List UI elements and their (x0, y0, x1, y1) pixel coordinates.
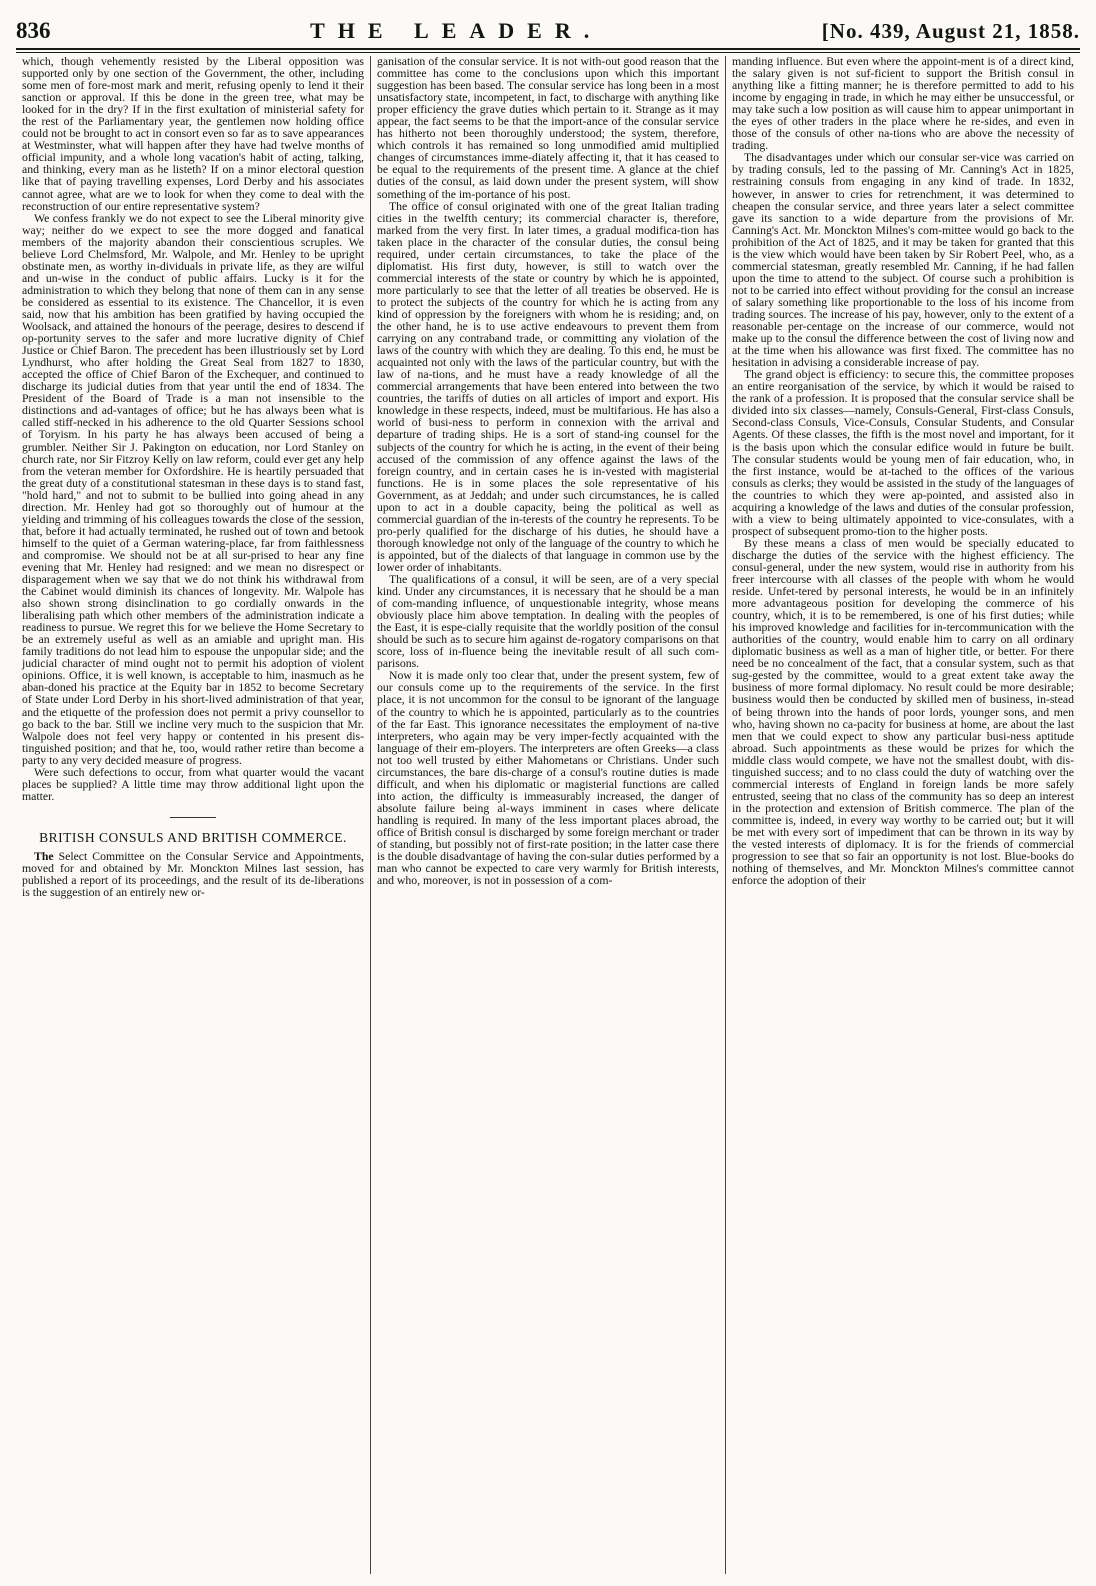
section-heading: BRITISH CONSULS AND BRITISH COMMERCE. (39, 829, 347, 845)
paragraph: ganisation of the consular service. It is not with-out good reason that the committee has come to the conclusions upon which this important suggestion has been based. The consular service has long been in a most unsatisfactory state, incompetent, in fact, to discharge with anything like proper efficiency the grave duties which pertain to it. Strange as it may appear, the fact seems to be that the import-ance of the consular service has hitherto not been thoroughly understood; the system, therefore, which controls it has remained so long unmodified amid multiplied changes of circumstances imme-diately affecting it, that it has ceased to be equal to the requirements of the present time. A glance at the chief duties of the consul, as laid down under the present system, will show something of the im-portance of his post. (377, 56, 719, 201)
column-3 (725, 56, 1080, 1574)
issue-date: [No. 439, August 21, 1858. (821, 19, 1080, 43)
paragraph: By these means a class of men would be specially educated to discharge the duties of the service with the highest efficiency. The consul-general, under the new system, would rise in authority from his freer intercourse with all classes of the people with whom he would reside. Unfet-tered by personal interests, he would be in an infinitely more advantageous position for developing the commerce of his country, which, it is to be remembered, is one of his first duties; while his improved knowledge and facilities for in-tercommunication with the authorities of the country, would enable him to carry on all ordinary diplomatic business as well as a man of higher title, or better. For there need be no concealment of the fact, that a consular system, such as that sug-gested by the committee, would to a great extent take away the business of more formal diplomacy. No result could be more desirable; business would then be conducted by skilled men of business, in-stead of being thrown into the hands of poor lords, younger sons, and men who, having shown no ca-pacity for business at home, are about the last men that we could expect to show any particular busi-ness aptitude abroad. Such appointments as these would be prizes for which the middle class would compete, we have not the smallest doubt, with dis-tinguished success; and to no class could the duty of watching over the commercial interests of England in foreign lands be more safely entrusted, seeing that no class of the community has so deep an interest in the protection and extension of British commerce. The plan of the committee is, indeed, in every way worthy to be carried out; but it will be met with every sort of impediment that can be thrown in its way by the vested interests of diplomacy. It is for the friends of commercial progression to see that so fair an opportunity is not lost. Blue-books do nothing of themselves, and Mr. Monckton Milnes's committee cannot enforce the adoption of their (732, 536, 1074, 888)
paragraph: Were such defections to occur, from what quarter would the vacant places be supplied? A little time may throw additional light upon the matter. (22, 765, 364, 803)
page-number: 836 (16, 18, 51, 43)
paragraph: Now it is made only too clear that, under the present system, few of our consuls come up to the requirements of the service. In the first place, it is not uncommon for the consul to be ignorant of the language of the country to which he is appointed, particularly as to the countries of the far East. This ignorance necessitates the employment of na-tive interpreters, who again may be very imper-fectly acquainted with the language of their em-ployers. The interpreters are often Greeks—a class not too well trusted by either Mahometans or Christians. Under such circumstances, the bare dis-charge of a consul's routine duties is made difficult, and when his diplomatic or magisterial functions are called into action, the difficulty is immeasurably increased, the danger of absolute failure being al-ways imminent in cases where delicate handling is required. In many of the less important places abroad, the office of British consul is discharged by some foreign merchant or trader of standing, but possibly not of first-rate position; in the latter case there is the double disadvantage of having the con-sular duties performed by a man who cannot be expected to care very warmly for British interests, and who, moreover, is not in possession of a com- (377, 669, 719, 888)
paragraph: which, though vehemently resisted by the Liberal opposition was supported only by one section of the Government, the other, including some men of fore-most mark and merit, refusing openly to lend it their sanction or approval. If this be done in the green tree, what may be looked for in the dry? If in the first exultation of ministerial safety for the rest of the Parliamentary year, the gentlemen now holding office could not be brought to act in consort even so far as to save appearances at Westminster, what will happen after they have had twelve months of official impunity, and a whole long vacation's habit of acting, talking, and thinking, every man as he listeth? If on a minor electoral question like that of paying travelling expenses, Lord Derby and his associates cannot agree, what are we to look for when they come to deal with the reconstruction of our entire representative system? (22, 56, 364, 213)
masthead (16, 10, 1080, 44)
paragraph-text: Select Committee on the Consular Service and Appointments, moved for and obtained by Mr. Monckton Milnes last session, has published a report of its proceedings, and the result of its de-liberations is the suggestion of an entirely new or- (22, 849, 364, 900)
section-divider (170, 817, 216, 818)
column-2 (370, 56, 725, 1574)
paragraph (22, 851, 364, 899)
paragraph: manding influence. But even where the appoint-ment is of a direct kind, the salary given is not suf-ficient to support the British consul in anything like a fitting manner; he is therefore permitted to add to his income by engaging in trade, in which he may either be unsuccessful, or may take such a low position as will cause him to appear unimportant in the eyes of other traders in the place where he re-sides, and even in those of the consuls of other na-tions who are above the necessity of trading. (732, 56, 1074, 153)
newspaper-title: THE LEADER. (310, 18, 603, 43)
paragraph: The disadvantages under which our consular ser-vice was carried on by trading consuls, led to the passing of Mr. Canning's Act in 1825, restraining consuls from engaging in any kind of trade. In 1832, however, in answer to cries for retrenchment, it was determined to cheapen the consular service, and three years later a select committee gave its sanction to a wide departure from the provisions of Mr. Canning's Act. Mr. Monckton Milnes's com-mittee would go back to the prohibition of the Act of 1825, and it may be taken for granted that this is the view which would have been taken by Sir Robert Peel, who, as a commercial statesman, greatly resembled Mr. Canning, if he had fallen upon the time to attend to the subject. Of course such a prohibition is not to be carried into effect without providing for the consul an increase of salary something like proportionable to the loss of his income from trading sources. The increase of his pay, however, only to the extent of a reasonable per-centage on the increase of our commerce, would not make up to the consul the difference between the cost of living now and at the time when his allowance was first fixed. The committee has no hesitation in advising a considerable increase of pay. (732, 151, 1074, 370)
masthead-rule (16, 48, 1080, 50)
paragraph: The office of consul originated with one of the great Italian trading cities in the twelfth century; its commercial character is, therefore, marked from the very first. In later times, a gradual modifica-tion has taken place in the character of the consular duties, the consul being required, under certain circumstances, to take the place of the diplomatist. His first duty, however, is still to watch over the commercial interests of the state or country by which he is appointed, more particularly to see that the letter of all treaties be observed. He is to protect the subjects of the country for which he is acting from any kind of oppression by the foreigners with whom he is residing; and, on the other hand, he is to use active endeavours to prevent them from carrying on any contraband trade, or committing any violation of the laws of the country with which they are dealing. To this end, he must be acquainted not only with the laws of the particular country, but with the law of na-tions, and he must have a ready knowledge of all the commercial arrangements that have been entered into between the two countries, the tariffs of duties on all articles of import and export. His knowledge in these respects, indeed, must be multifarious. He has also a world of busi-ness to perform in connexion with the arrival and departure of trading ships. He is a sort of stand-ing counsel for the subjects of the country for which he is acting, in the event of their being accused of the commission of any offence against the laws of the foreign country, and in certain cases he is in-vested with magisterial functions. He is in some places the sole representative of his Government, as at Jeddah; and under such circumstances, he is called upon to act in a double capacity, being the political as well as commercial guardian of the in-terests of the country he represents. To be pro-perly qualified for the discharge of his duties, he should have a thorough knowledge not only of the language of the country to which he is appointed, but of the dialects of that language in common use by the lower order of inhabitants. (377, 199, 719, 574)
paragraph: The grand object is efficiency: to secure this, the committee proposes an entire reorganisation of the service, by which it would be raised to the rank of a profession. It is proposed that the consular service shall be divided into six classes—namely, Consuls-General, First-class Consuls, Second-class Consuls, Vice-Consuls, Consular Students, and Consular Agents. Of these classes, the fifth is the most novel and important, for it is the basis upon which the consular edifice would in future be built. The consular students would be young men of fair education, who, in the first instance, would be at-tached to the offices of the various consuls as clerks; they would be assisted in the study of the languages of the countries to which they were ap-pointed, and assisted also in acquiring a knowledge of the laws and duties of the consular profession, with a view to being ultimately appointed to vice-consulates, with a prospect of subsequent promo-tion to the higher posts. (732, 368, 1074, 538)
column-1 (16, 56, 370, 1574)
paragraph: The qualifications of a consul, it will be seen, are of a very special kind. Under any circumstances, it is necessary that he should be a man of com-manding influence, of unquestionable integrity, whose means obviously place him above temptation. In dealing with the peoples of the East, it is espe-cially requisite that the worldly position of the consul should be such as to secure him against de-rogatory comparisons on that score, loss of in-fluence being the inevitable result of all such com-parisons. (377, 573, 719, 671)
paragraph: We confess frankly we do not expect to see the Liberal minority give way; neither do we expect to see the more dogged and fanatical members of the majority abandon their conscientious scruples. We believe Lord Chelmsford, Mr. Walpole, and Mr. Henley to be upright obstinate men, as worthy in-dividuals in private life, as they are wilful and un-wise in the conduct of public affairs. Lucky is it for the administration to which they belong that none of them can in any sense be considered as essential to its existence. The Chancellor, it is even said, now that his ambition has been gratified by having occupied the Woolsack, and attained the honours of the peerage, desires to descend if op-portunity serves to the safer and more lucrative dignity of Chief Justice or Chief Baron. The precedent has been illustriously set by Lord Lyndhurst, who after holding the Great Seal from 1827 to 1830, accepted the office of Chief Baron of the Exchequer, and continued to discharge its judicial duties from that year until the end of 1834. The President of the Board of Trade is a man not insensible to the distinctions and ad-vantages of office; but he has always been what is called stiff-necked in his adherence to the old Quarter Sessions school of Toryism. In his party he has always been accused of being a grumbler. Neither Sir J. Pakington on education, nor Lord Stanley on church rate, nor Sir Fitzroy Kelly on law reform, could ever get any help from the veteran member for Oxfordshire. He is heartily persuaded that the great duty of a constitutional statesman in these days is to stand fast, "hold hard," and not to submit to be bullied into going ahead in any direction. Mr. Henley had got so thoroughly out of humour at the yielding and trimming of his colleagues towards the close of the session, that, before it had actually terminated, he rushed out of town and betook himself to the quiet of a German watering-place, far from faithlessness and compromise. We should not be at all sur-prised to hear any fine evening that Mr. Henley had resigned: and we mean no disrespect or disparagement when we say that we do not think his withdrawal from the Cabinet would diminish its chances of longevity. Mr. Walpole has also shown strong disinclination to go cordially onwards in the liberalising path which other members of the administration indicate a readiness to pursue. We regret this for we believe the Home Secretary to be an extremely useful as well as an amiable and upright man. His family traditions do not lead him to espouse the unpopular side; and the judicial character of mind ought not to permit his adoption of violent opinions. Office, it is well known, is acceptable to him, inasmuch as he aban-doned his practice at the Equity bar in 1852 to become Secretary of State under Lord Derby in his short-lived administration of that year, and the etiquette of the profession does not permit a privy counsellor to go back to the bar. Still we incline very much to the suspicion that Mr. Walpole does not feel very happy or contented in his present dis-tinguished position; and that he, too, would rather retire than become a party to any very decided measure of progress. (22, 211, 364, 767)
masthead-rule-thin (16, 52, 1080, 53)
lead-words: The (34, 849, 54, 863)
article-columns (16, 56, 1080, 1574)
